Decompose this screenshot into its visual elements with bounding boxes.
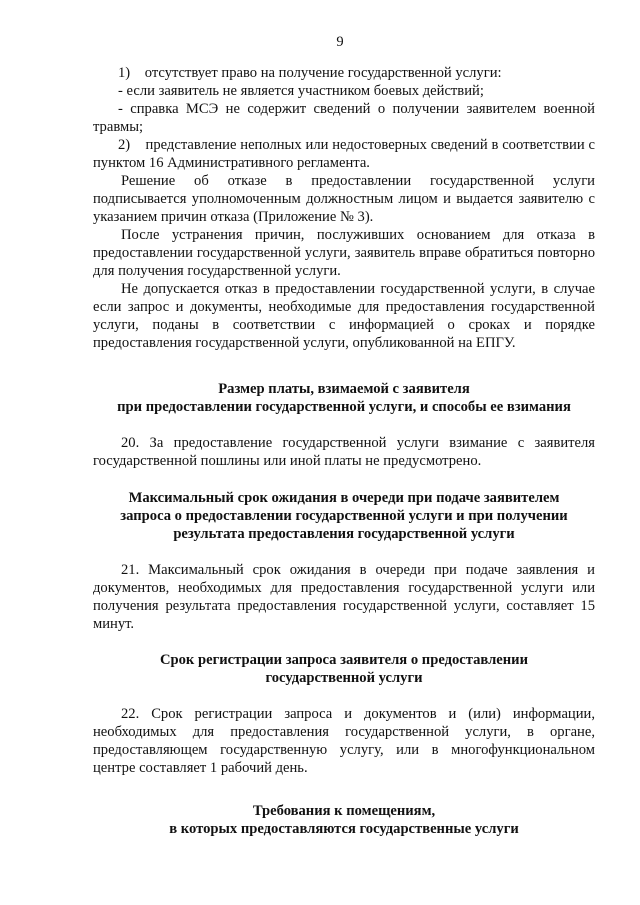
waiting-heading — [93, 489, 595, 543]
refusal-item-2: 2) представление неполных или недостоверных сведений в соответствии с пунктом 16 Административного регламента. — [93, 137, 595, 171]
refusal-bullet-1: - если заявитель не является участником боевых действий; — [118, 83, 484, 99]
waiting-heading-line-3: результата предоставления государственной услуги — [173, 526, 515, 542]
not-allowed-paragraph: Не допускается отказ в предоставлении государственной услуги, в случае если запрос и документы, необходимые для предоставления государственной услуги, поданы в соответствии с информацией о сроках и порядке предоставления государственной услуги, опубликованной на ЕПГУ. — [93, 281, 595, 351]
waiting-text: 21. Максимальный срок ожидания в очереди при подаче заявления и документов, необходимых для предоставления государственной услуги или получения результата предоставления государственной услуги, составляет 15 минут. — [93, 562, 595, 632]
fee-heading — [93, 380, 595, 416]
after-elimination-paragraph: После устранения причин, послуживших основанием для отказа в предоставлении государственной услуги, заявитель вправе обратиться повторно для получения государственной услуги. — [93, 227, 595, 279]
refusal-bullet-2: - справка МСЭ не содержит сведений о получении заявителем военной травмы; — [93, 101, 595, 135]
fee-text: 20. За предоставление государственной услуги взимание с заявителя государственной пошлины или иной платы не предусмотрено. — [93, 435, 595, 469]
registration-heading-line-2: государственной услуги — [265, 670, 423, 686]
fee-heading-line-1: Размер платы, взимаемой с заявителя — [218, 381, 470, 397]
registration-heading — [93, 651, 595, 687]
fee-heading-line-2: при предоставлении государственной услуги, и способы ее взимания — [117, 399, 571, 415]
premises-heading — [93, 802, 595, 838]
registration-heading-line-1: Срок регистрации запроса заявителя о предоставлении — [159, 652, 528, 668]
waiting-heading-line-1: Максимальный срок ожидания в очереди при подаче заявителем — [128, 490, 560, 506]
refusal-item-1: 1) отсутствует право на получение государственной услуги: — [118, 65, 502, 81]
page-number: 9 — [336, 34, 344, 50]
registration-text: 22. Срок регистрации запроса и документов и (или) информации, необходимых для предоставления государственной услуги, в органе, предоставляющем государственную услугу, или в многофункциональном центре составляет 1 рабочий день. — [93, 706, 595, 776]
document-body — [93, 64, 595, 838]
premises-heading-line-2: в которых предоставляются государственные услуги — [169, 821, 519, 837]
waiting-heading-line-2: запроса о предоставлении государственной услуги и при получении — [120, 508, 568, 524]
premises-heading-line-1: Требования к помещениям, — [252, 803, 436, 819]
decision-paragraph: Решение об отказе в предоставлении государственной услуги подписывается уполномоченным должностным лицом и выдается заявителю с указанием причин отказа (Приложение № 3). — [93, 173, 595, 225]
